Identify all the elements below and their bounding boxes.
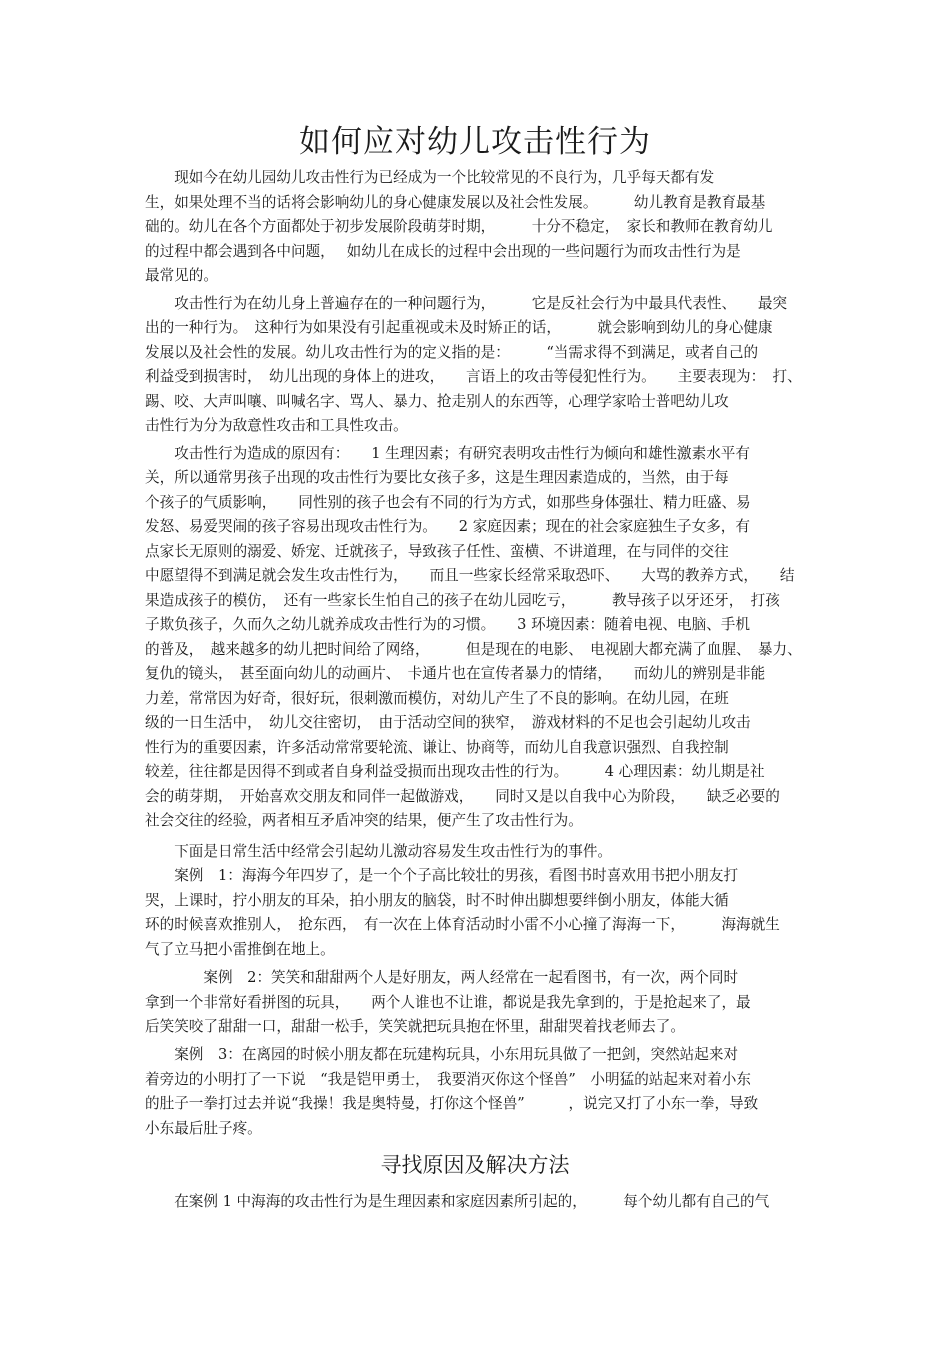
text-line: 会的萌芽期， 开始喜欢交朋友和同伴一起做游戏， 同时又是以自我中心为阶段， 缺乏必要的 — [145, 788, 780, 805]
text-line: 复仇的镜头， 甚至面向幼儿的动画片、 卡通片也在宣传者暴力的情绪， 而幼儿的辨别是非能 — [145, 665, 766, 682]
text-line: 着旁边的小明打了一下说 “我是铠甲勇士， 我要消灭你这个怪兽” 小明猛的站起来对着小东 — [145, 1071, 751, 1088]
text-line: 气了立马把小雷推倒在地上。 — [145, 941, 335, 958]
text-line: 关，所以通常男孩子出现的攻击性行为要比女孩子多，这是生理因素造成的，当然，由于每 — [145, 469, 729, 486]
text-line: 级的一日生活中， 幼儿交往密切， 由于活动空间的狭窄， 游戏材料的不足也会引起幼儿攻击 — [145, 714, 751, 731]
text-line: 力差，常常因为好奇，很好玩，很刺激而模仿，对幼儿产生了不良的影响。在幼儿园，在班 — [145, 690, 729, 707]
text-line: 击性行为分为敌意性攻击和工具性攻击。 — [145, 417, 408, 434]
text-line: 较差，往往都是因得不到或者自身利益受损而出现攻击性的行为。 4 心理因素：幼儿期是社 — [145, 763, 765, 780]
text-line: 的普及， 越来越多的幼儿把时间给了网络， 但是现在的电影、 电视剧大都充满了血腥、 暴力、 — [145, 641, 802, 658]
section-heading: 寻找原因及解决方法 — [380, 1153, 570, 1177]
document-title: 如何应对幼儿攻击性行为 — [299, 124, 651, 160]
text-line: 案例 3：在离园的时候小朋友都在玩建构玩具，小东用玩具做了一把剑，突然站起来对 — [145, 1046, 739, 1063]
text-line: 案例 1：海海今年四岁了，是一个个子高比较壮的男孩，看图书时喜欢用书把小朋友打 — [145, 867, 739, 884]
text-line: 哭，上课时，拧小朋友的耳朵，拍小朋友的脑袋，时不时伸出脚想要绊倒小朋友，体能大循 — [145, 892, 729, 909]
text-line: 发怒、易爱哭闹的孩子容易出现攻击性行为。 2 家庭因素；现在的社会家庭独生子女多，有 — [145, 518, 750, 535]
text-line: 利益受到损害时， 幼儿出现的身体上的进攻， 言语上的攻击等侵犯性行为。 主要表现为： 打、 — [145, 368, 802, 385]
text-line: 生，如果处理不当的话将会影响幼儿的身心健康发展以及社会性发展。 幼儿教育是教育最基 — [145, 194, 766, 211]
text-line: 出的一种行为。 这种行为如果没有引起重视或未及时矫正的话， 就会影响到幼儿的身心健康 — [145, 319, 773, 336]
text-line: 下面是日常生活中经常会引起幼儿激动容易发生攻击性行为的事件。 — [145, 843, 613, 860]
text-line: 的过程中都会遇到各中问题， 如幼儿在成长的过程中会出现的一些问题行为而攻击性行为是 — [145, 243, 741, 260]
text-line: 础的。幼儿在各个方面都处于初步发展阶段萌芽时期， 十分不稳定， 家长和教师在教育幼儿 — [145, 218, 773, 235]
text-line: 踢、咬、大声叫嚷、叫喊名字、骂人、暴力、抢走别人的东西等，心理学家哈士普吧幼儿攻 — [145, 393, 729, 410]
text-line: 子欺负孩子，久而久之幼儿就养成攻击性行为的习惯。 3 环境因素：随着电视、电脑、手机 — [145, 616, 750, 633]
text-line: 案例 2：笑笑和甜甜两个人是好朋友，两人经常在一起看图书，有一次，两个同时 — [145, 969, 739, 986]
text-line: 的肚子一拳打过去并说“我操！我是奥特曼，打你这个怪兽” ，说完又打了小东一拳，导致 — [145, 1095, 759, 1112]
text-line: 点家长无原则的溺爱、娇宠、迁就孩子，导致孩子任性、蛮横、不讲道理，在与同伴的交往 — [145, 543, 729, 560]
text-line: 环的时候喜欢推别人， 抢东西， 有一次在上体育活动时小雷不小心撞了海海一下， 海海就生 — [145, 916, 780, 933]
text-line: 在案例 1 中海海的攻击性行为是生理因素和家庭因素所引起的， 每个幼儿都有自己的气 — [145, 1193, 770, 1210]
text-line: 后笑笑咬了甜甜一口，甜甜一松手，笑笑就把玩具抱在怀里，甜甜哭着找老师去了。 — [145, 1018, 685, 1035]
text-line: 发展以及社会性的发展。幼儿攻击性行为的定义指的是： “当需求得不到满足，或者自己的 — [145, 344, 759, 361]
text-line: 中愿望得不到满足就会发生攻击性行为， 而且一些家长经常采取恐吓、 大骂的教养方式， 结 — [145, 567, 795, 584]
text-line: 攻击性行为在幼儿身上普遍存在的一种问题行为， 它是反社会行为中最具代表性、 最突 — [145, 295, 788, 312]
text-line: 果造成孩子的模仿， 还有一些家长生怕自己的孩子在幼儿园吃亏， 教导孩子以牙还牙， 打孩 — [145, 592, 780, 609]
text-line: 攻击性行为造成的原因有： 1 生理因素；有研究表明攻击性行为倾向和雄性激素水平有 — [145, 445, 750, 462]
text-line: 性行为的重要因素，许多活动常常要轮流、谦让、协商等，而幼儿自我意识强烈、自我控制 — [145, 739, 729, 756]
text-line: 个孩子的气质影响， 同性别的孩子也会有不同的行为方式，如那些身体强壮、精力旺盛、易 — [145, 494, 751, 511]
text-line: 拿到一个非常好看拼图的玩具， 两个人谁也不让谁，都说是我先拿到的，于是抢起来了，最 — [145, 994, 751, 1011]
text-line: 小东最后肚子疼。 — [145, 1120, 262, 1137]
text-line: 社会交往的经验，两者相互矛盾冲突的结果，便产生了攻击性行为。 — [145, 812, 583, 829]
text-line: 现如今在幼儿园幼儿攻击性行为已经成为一个比较常见的不良行为，几乎每天都有发 — [145, 169, 715, 186]
text-line: 最常见的。 — [145, 267, 218, 284]
